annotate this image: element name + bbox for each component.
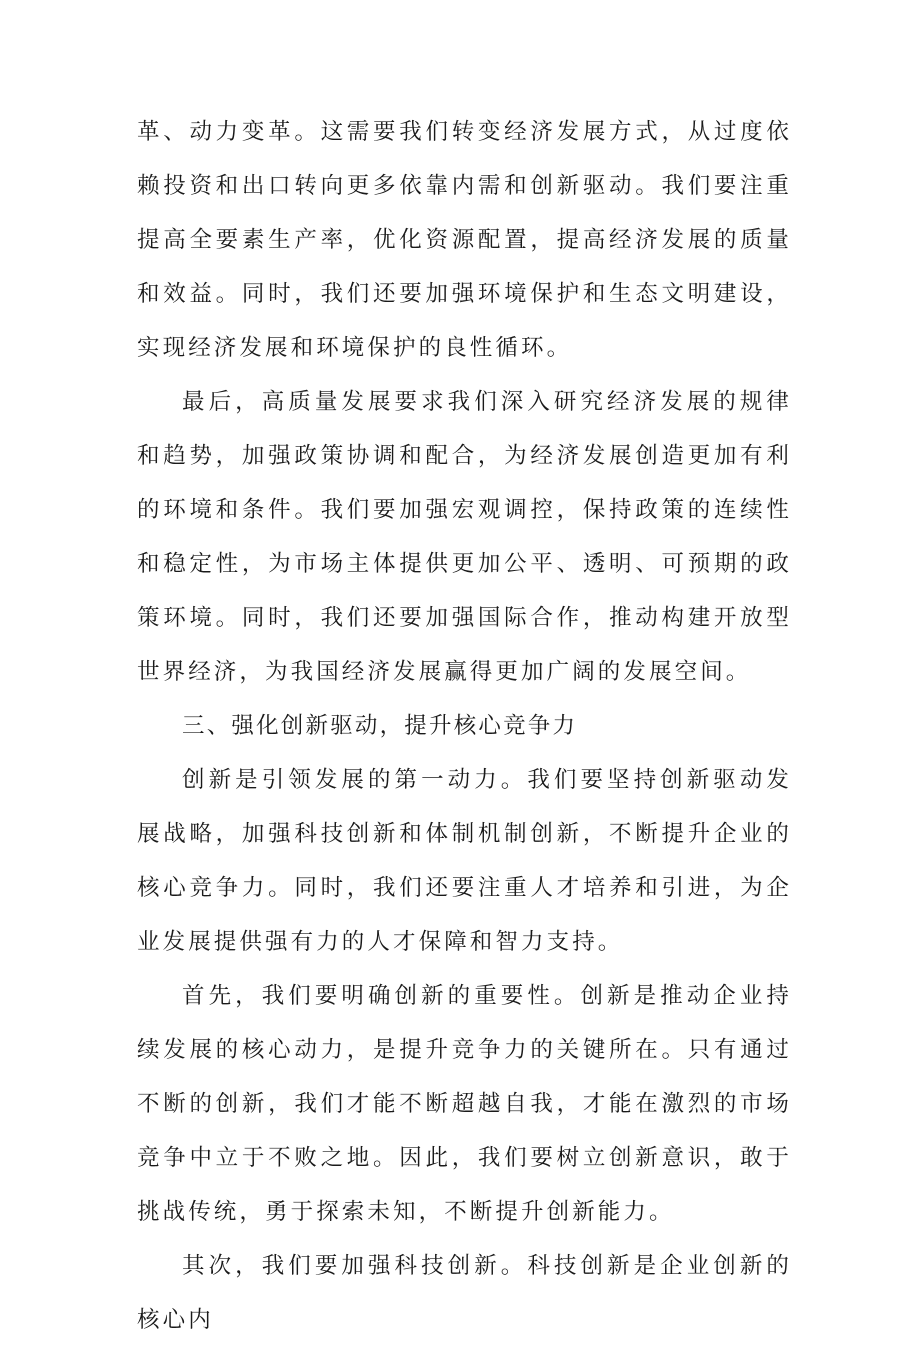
section-heading: 三、强化创新驱动，提升核心竞争力 (182, 713, 578, 739)
paragraph-second: 其次，我们要加强科技创新。科技创新是企业创新的核心内 (137, 1253, 792, 1333)
paragraph-first: 首先，我们要明确创新的重要性。创新是推动企业持续发展的核心动力，是提升竞争力的关键所在。只有通过不断的创新，我们才能不断超越自我，才能在激烈的市场竞争中立于不败之地。因此，我们要树立创新意识，敢于挑战传统，勇于探索未知，不断提升创新能力。 (137, 983, 792, 1225)
paragraph-continuation: 革、动力变革。这需要我们转变经济发展方式，从过度依赖投资和出口转向更多依靠内需和创新驱动。我们要注重提高全要素生产率，优化资源配置，提高经济发展的质量和效益。同时，我们还要加强环境保护和生态文明建设，实现经济发展和环境保护的良性循环。 (137, 119, 792, 361)
paragraph-innovation-intro: 创新是引领发展的第一动力。我们要坚持创新驱动发展战略，加强科技创新和体制机制创新，不断提升企业的核心竞争力。同时，我们还要注重人才培养和引进，为企业发展提供强有力的人才保障和智力支持。 (137, 767, 792, 955)
paragraph-finally: 最后，高质量发展要求我们深入研究经济发展的规律和趋势，加强政策协调和配合，为经济发展创造更加有利的环境和条件。我们要加强宏观调控，保持政策的连续性和稳定性，为市场主体提供更加公平、透明、可预期的政策环境。同时，我们还要加强国际合作，推动构建开放型世界经济，为我国经济发展赢得更加广阔的发展空间。 (137, 389, 792, 685)
